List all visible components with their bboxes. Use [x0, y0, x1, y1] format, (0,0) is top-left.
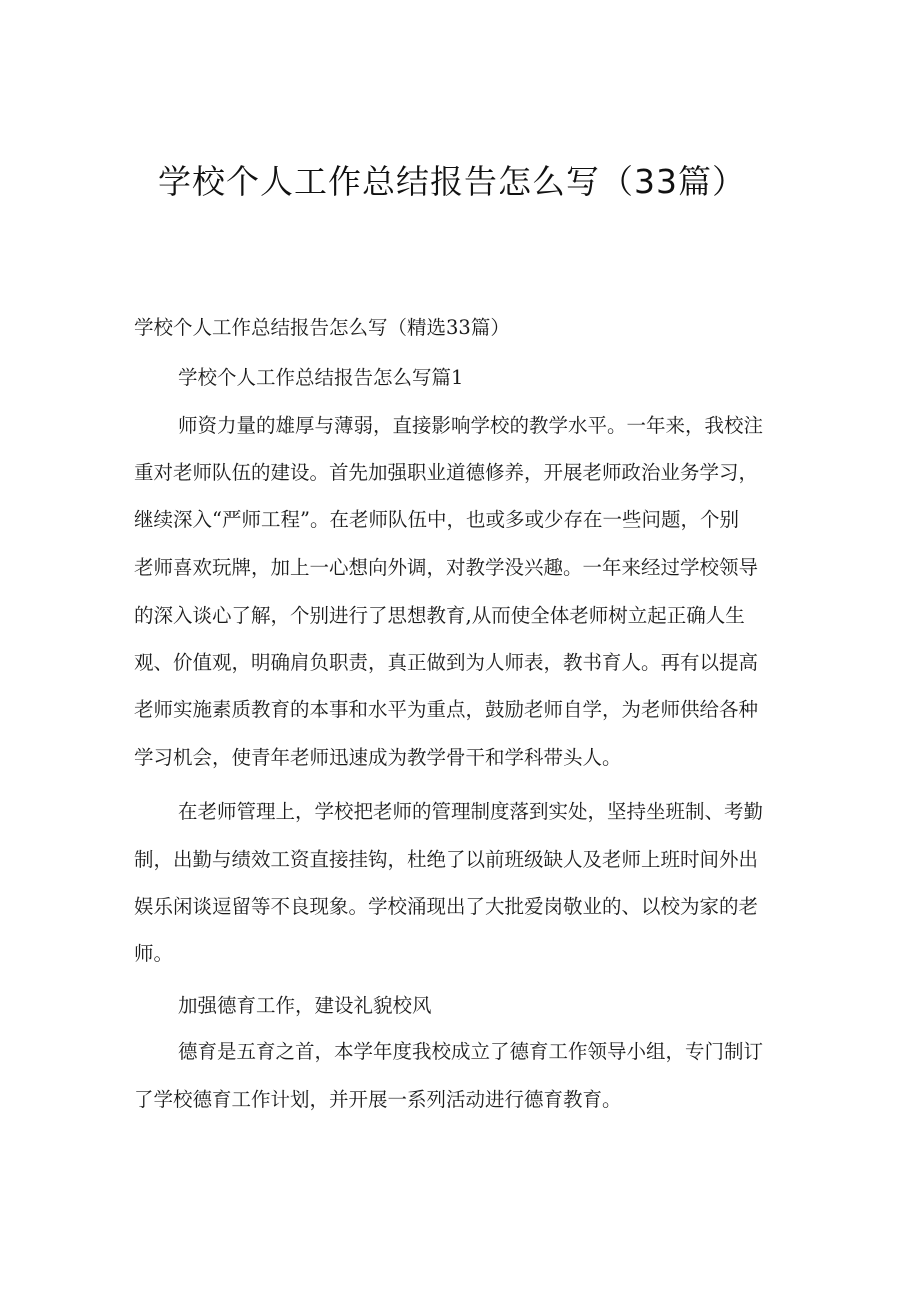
paragraph-3-line-1: 德育是五育之首，本学年度我校成立了德育工作领导小组，专门制订: [178, 1040, 764, 1063]
paragraph-2-line-4: 师。: [134, 942, 174, 965]
paragraph-2-line-2: 制，出勤与绩效工资直接挂钩，杜绝了以前班级缺人及老师上班时间外出: [134, 848, 759, 871]
paragraph-1-line-6: 观、价值观，明确肩负职责，真正做到为人师表，教书育人。再有以提高: [134, 651, 759, 674]
paragraph-1-line-7: 老师实施素质教育的本事和水平为重点，鼓励老师自学，为老师供给各种: [134, 698, 759, 721]
paragraph-3-line-2: 了学校德育工作计划，并开展一系列活动进行德育教育。: [134, 1088, 622, 1111]
paragraph-1-line-1: 师资力量的雄厚与薄弱，直接影响学校的教学水平。一年来，我校注: [178, 414, 764, 437]
subheading: 加强德育工作，建设礼貌校风: [178, 994, 432, 1017]
document-subtitle: 学校个人工作总结报告怎么写（精选33篇）: [134, 316, 510, 339]
paragraph-2-line-3: 娱乐闲谈逗留等不良现象。学校涌现出了大批爱岗敬业的、以校为家的老: [134, 895, 759, 918]
paragraph-1-line-3: 继续深入“严师工程”。在老师队伍中，也或多或少存在一些问题，个别: [134, 508, 739, 531]
paragraph-1-line-2: 重对老师队伍的建设。首先加强职业道德修养，开展老师政治业务学习，: [134, 461, 759, 484]
document-title: 学校个人工作总结报告怎么写（33篇）: [158, 162, 746, 201]
paragraph-1-line-5: 的深入谈心了解，个别进行了思想教育,从而使全体老师树立起正确人生: [134, 604, 745, 627]
paragraph-1-line-4: 老师喜欢玩牌，加上一心想向外调，对教学没兴趣。一年来经过学校领导: [134, 556, 759, 579]
paragraph-1-line-8: 学习机会，使青年老师迅速成为教学骨干和学科带头人。: [134, 746, 622, 769]
paragraph-2-line-1: 在老师管理上，学校把老师的管理制度落到实处，坚持坐班制、考勤: [178, 800, 764, 823]
section-heading: 学校个人工作总结报告怎么写篇1: [178, 366, 464, 389]
